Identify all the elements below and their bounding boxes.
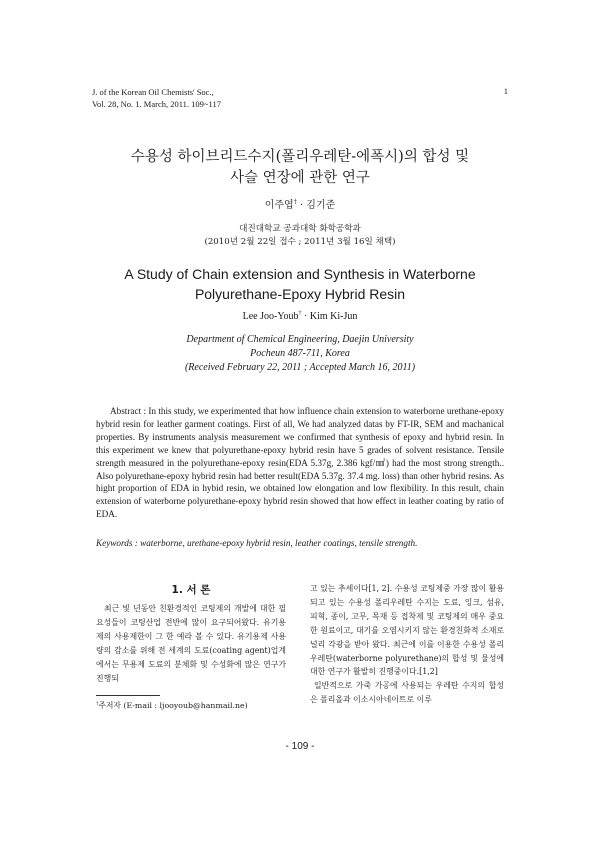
- intro-right-paragraph1: 고 있는 추세이다[1, 2]. 수용성 코팅제중 가장 많이 활용되고 있는 수용성 폴리우레탄 수지는 도료, 잉크, 섬유, 피혁, 종이, 고무, 목재 등 접착제 및 코팅제의 매우 중요한 원료이고, 대기를 오염시키지 않는 환경친화적 소재로 널리 각광을 받아 왔다. 최근에 이를 이용한 수용성 폴리우레탄(waterborne polyurethane)의 합성 및 물성에 대한 연구가 활발히 진행중이다.[1,2]: [310, 584, 504, 677]
- keywords: [96, 538, 504, 548]
- korean-authors: [0, 196, 600, 211]
- section-heading-introduction: 1. 서 론: [171, 584, 211, 596]
- english-title-line2: Polyurethane-Epoxy Hybrid Resin: [194, 286, 406, 302]
- intro-right-paragraph2: 일반적으로 가죽 가공에 사용되는 우레탄 수지의 합성은 폴리올과 이소시아네이트로 이루: [310, 681, 504, 705]
- english-authors: [0, 311, 600, 322]
- korean-title-line2: 사슬 연장에 관한 연구: [230, 170, 370, 186]
- english-city: Pocheun 487-711, Korea: [250, 348, 350, 359]
- abstract-text: In this study, we experimented that how influence chain extension to waterborne urethane-epoxy hybrid resin for leather garment coatings. First of all, We had analyzed datas by FT-IR, SEM and machanical properties. By instruments analysis measurement we confirmed that synthesis of epoxy and hybrid resin. In this experiment we knew that polyurethane-epoxy hybrid resin have 5 grades of solvent resistance. Tensile strength measured in the polyurethane-epoxy resin(EDA 5.37g, 2.386 kgf/㎟) had the most strong strength.. Also polyurethane-epoxy hybrid resin had better result(EDA 5.37g. 37.4 mg. loss) than other hybrid resins. As hight proportion of EDA in hybid resin, we obtained low elongation and low flexibility. In this result, chain extension of waterborne polyurethane-epoxy hybrid resin showed that how effect in leather coating by ratio of EDA.: [96, 406, 504, 520]
- page-footer-number: - 109 -: [285, 741, 315, 752]
- abstract-separator: :: [141, 406, 149, 416]
- footnote-text: 주저자 (E-mail : ljooyoub@hanmail.ne): [98, 701, 248, 710]
- footnote-dagger: †: [96, 701, 99, 707]
- korean-affiliation: [0, 223, 600, 249]
- english-author1: Lee Joo-Youb: [242, 311, 299, 322]
- journal-volume: Vol. 28, No. 1. March, 2011. 109~117: [92, 99, 221, 109]
- keywords-separator: :: [132, 538, 141, 548]
- dagger-mark: †: [298, 310, 302, 317]
- footnote-divider: [96, 695, 160, 696]
- abstract-label: Abstract: [110, 406, 142, 416]
- korean-affiliation-dept: 대진대학교 공과대학 화학공학과: [239, 224, 361, 234]
- abstract: [96, 405, 504, 521]
- english-title: [40, 264, 560, 304]
- intro-right-column: [310, 582, 504, 707]
- english-received-dates: (Received February 22, 2011 ; Accepted March 16, 2011): [184, 362, 416, 373]
- korean-received-dates: (2010년 2월 22일 접수 ; 2011년 3월 16일 채택): [204, 237, 396, 247]
- journal-name: J. of the Korean Oil Chemists' Soc.,: [92, 87, 214, 97]
- keywords-label: Keywords: [96, 538, 133, 548]
- korean-author2: 김기준: [306, 200, 336, 211]
- footnote: [96, 700, 248, 711]
- english-dept: Department of Chemical Engineering, Daejin University: [186, 334, 414, 345]
- journal-citation: [92, 86, 221, 110]
- author-separator: ·: [299, 200, 304, 211]
- intro-left-column: 최근 빛 년동안 친환경적인 코팅제의 개발에 대한 필요성들이 코팅산업 전반에 많이 요구되어왔다. 유기용제의 사용제한이 그 한 예라 볼 수 있다. 유기용제 사용량의 감소를 위해 전 세계의 도료(coating agent)업계에서는 무용제 도료의 분체화 및 수성화에 많은 연구가 진행되: [96, 604, 286, 683]
- keywords-text: waterborne, urethane-epoxy hybrid resin, leather coatings, tensile strength.: [140, 538, 418, 548]
- english-affiliation: [0, 333, 600, 375]
- english-title-line1: A Study of Chain extension and Synthesis in Waterborne: [124, 266, 476, 282]
- english-author2: Kim Ki-Jun: [309, 311, 358, 322]
- korean-author1: 이주엽: [264, 200, 294, 211]
- corner-page-number: 1: [503, 86, 508, 96]
- author-separator: ·: [304, 311, 308, 322]
- korean-title: [60, 147, 540, 189]
- dagger-mark: †: [293, 198, 297, 206]
- korean-title-line1: 수용성 하이브리드수지(폴리우레탄-에폭시)의 합성 및: [130, 149, 470, 165]
